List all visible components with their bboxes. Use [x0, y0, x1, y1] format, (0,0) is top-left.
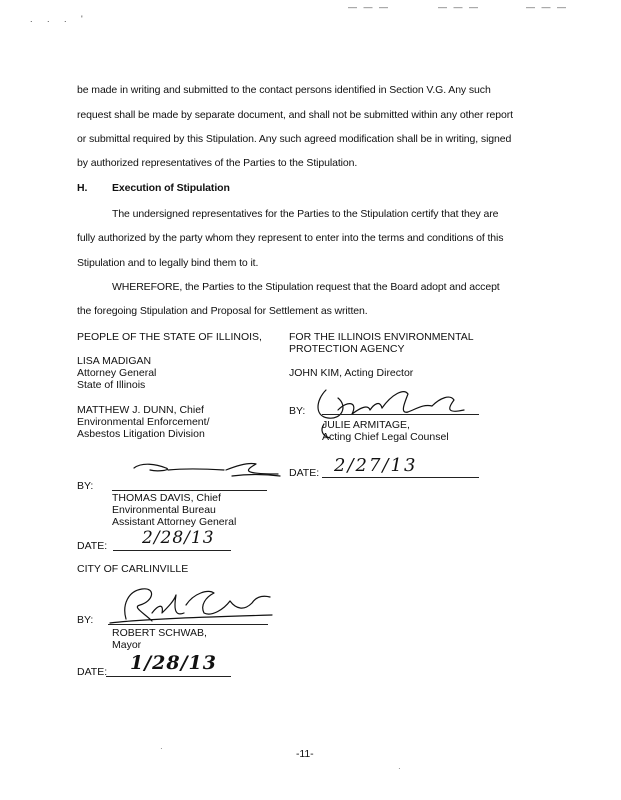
scan-dash: — — —: [438, 2, 481, 12]
paragraph-line: by authorized representatives of the Parties to the Stipulation.: [77, 157, 358, 169]
scan-specks: . . . ': [30, 14, 89, 24]
signature-schwab: [104, 583, 279, 633]
signature-line: [112, 490, 267, 491]
signer-name: JULIE ARMITAGE,: [322, 419, 410, 431]
section-letter: H.: [77, 182, 88, 194]
signature-davis: [128, 456, 288, 486]
date-handwritten: 1/28/13: [130, 652, 217, 674]
date-line: [113, 550, 231, 551]
date-line: [322, 477, 479, 478]
paragraph-line: request shall be made by separate document, and shall not be submitted within any other report: [77, 109, 513, 121]
signer-org: State of Illinois: [77, 379, 146, 391]
by-label: BY:: [289, 405, 306, 417]
scan-dash: — — —: [348, 2, 391, 12]
paragraph-line: or submittal required by this Stipulation. Any such agreed modification shall be in writing, signed: [77, 133, 512, 145]
date-label: DATE:: [77, 540, 108, 552]
signer-name: MATTHEW J. DUNN, Chief: [77, 404, 204, 416]
signer-name: THOMAS DAVIS, Chief: [112, 492, 221, 504]
paragraph-line: the foregoing Stipulation and Proposal for Settlement as written.: [77, 305, 368, 317]
paragraph-line: The undersigned representatives for the Parties to the Stipulation certify that they are: [112, 208, 499, 220]
signer-title: Attorney General: [77, 367, 157, 379]
party-name-people: PEOPLE OF THE STATE OF ILLINOIS,: [77, 331, 262, 343]
page-number: -11-: [296, 748, 314, 760]
section-title: Execution of Stipulation: [112, 182, 230, 194]
signer-dept: Environmental Enforcement/: [77, 416, 210, 428]
by-label: BY:: [77, 480, 94, 492]
signer-title: Assistant Attorney General: [112, 516, 237, 528]
scan-speck: ·: [398, 764, 401, 773]
paragraph-line: Stipulation and to legally bind them to it.: [77, 257, 259, 269]
scan-speck: ·: [160, 744, 163, 753]
signer-title: Acting Chief Legal Counsel: [322, 431, 449, 443]
signer-name: ROBERT SCHWAB,: [112, 627, 207, 639]
paragraph-line: be made in writing and submitted to the contact persons identified in Section V.G. Any such: [77, 84, 491, 96]
paragraph-line: WHEREFORE, the Parties to the Stipulation request that the Board adopt and accept: [112, 281, 500, 293]
date-handwritten: 2/27/13: [334, 455, 418, 476]
signature-line: [108, 624, 268, 625]
director-name: JOHN KIM, Acting Director: [289, 367, 414, 379]
party-name-city: CITY OF CARLINVILLE: [77, 563, 189, 575]
scan-dash: — — —: [526, 2, 569, 12]
paragraph-line: fully authorized by the party whom they represent to enter into the terms and conditions of this: [77, 232, 504, 244]
date-label: DATE:: [289, 467, 320, 479]
by-label: BY:: [77, 614, 94, 626]
date-handwritten: 2/28/13: [142, 528, 215, 548]
signer-name: LISA MADIGAN: [77, 355, 152, 367]
date-label: DATE:: [77, 666, 108, 678]
signature-line: [322, 414, 479, 415]
signer-dept: Environmental Bureau: [112, 504, 216, 516]
party-name-iepa: FOR THE ILLINOIS ENVIRONMENTAL: [289, 331, 474, 343]
party-name-iepa-2: PROTECTION AGENCY: [289, 343, 405, 355]
date-line: [106, 676, 231, 677]
signer-dept: Asbestos Litigation Division: [77, 428, 205, 440]
signer-title: Mayor: [112, 639, 142, 651]
